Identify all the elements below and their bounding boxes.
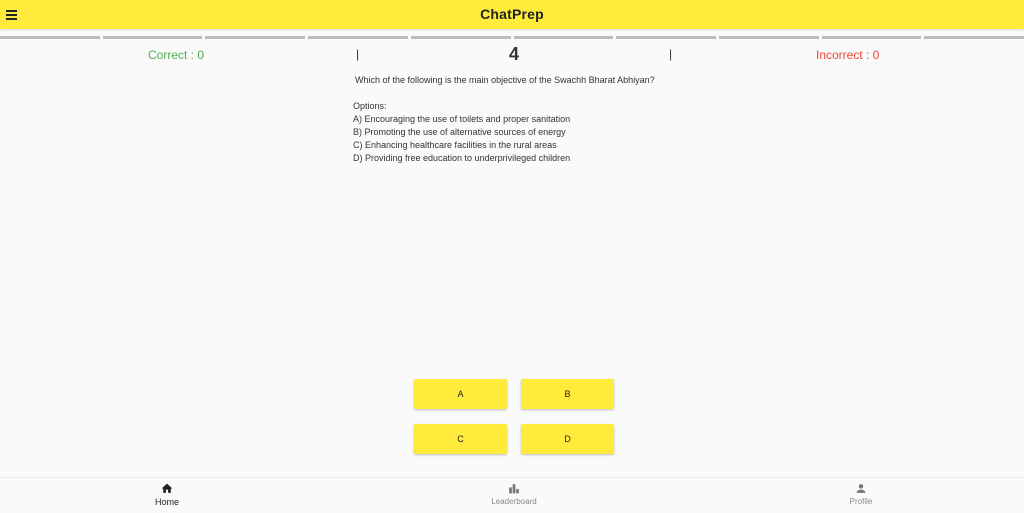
answer-d-button[interactable]: D xyxy=(521,424,614,454)
app-bar xyxy=(0,0,1024,29)
progress-segment xyxy=(822,36,922,39)
question-progress-bar xyxy=(0,36,1024,39)
progress-segment xyxy=(103,36,203,39)
incorrect-count: Incorrect : 0 xyxy=(816,48,880,62)
progress-segment xyxy=(0,36,100,39)
option-a-text: A) Encouraging the use of toilets and proper sanitation xyxy=(353,114,571,124)
options-list xyxy=(353,100,570,165)
nav-home-label: Home xyxy=(154,497,179,507)
nav-profile-label: Profile xyxy=(849,497,873,506)
progress-segment xyxy=(205,36,305,39)
nav-home[interactable] xyxy=(127,482,207,507)
bar-chart-icon xyxy=(507,482,521,495)
progress-segment xyxy=(924,36,1024,39)
score-divider-left: | xyxy=(356,47,360,61)
answer-a-button[interactable]: A xyxy=(414,379,507,409)
progress-segment xyxy=(719,36,819,39)
home-icon xyxy=(160,482,174,495)
answer-c-button[interactable]: C xyxy=(414,424,507,454)
progress-segment xyxy=(616,36,716,39)
bottom-navigation xyxy=(0,477,1024,513)
progress-segment xyxy=(308,36,408,39)
score-divider-right: | xyxy=(669,47,673,61)
question-number: 4 xyxy=(508,44,519,64)
option-c-text: C) Enhancing healthcare facilities in the rural areas xyxy=(353,140,557,150)
options-heading: Options: xyxy=(353,101,387,111)
nav-profile[interactable] xyxy=(821,482,901,506)
answer-b-button[interactable]: B xyxy=(521,379,614,409)
progress-segment xyxy=(514,36,614,39)
option-d-text: D) Providing free education to underprivileged children xyxy=(353,153,571,163)
person-icon xyxy=(854,482,868,495)
correct-count: Correct : 0 xyxy=(148,48,205,62)
nav-leaderboard[interactable] xyxy=(474,482,554,506)
nav-leaderboard-label: Leaderboard xyxy=(491,497,537,506)
question-text: Which of the following is the main objective of the Swachh Bharat Abhiyan? xyxy=(355,75,655,85)
option-b-text: B) Promoting the use of alternative sources of energy xyxy=(353,127,566,137)
progress-segment xyxy=(411,36,511,39)
app-title: ChatPrep xyxy=(480,6,544,22)
